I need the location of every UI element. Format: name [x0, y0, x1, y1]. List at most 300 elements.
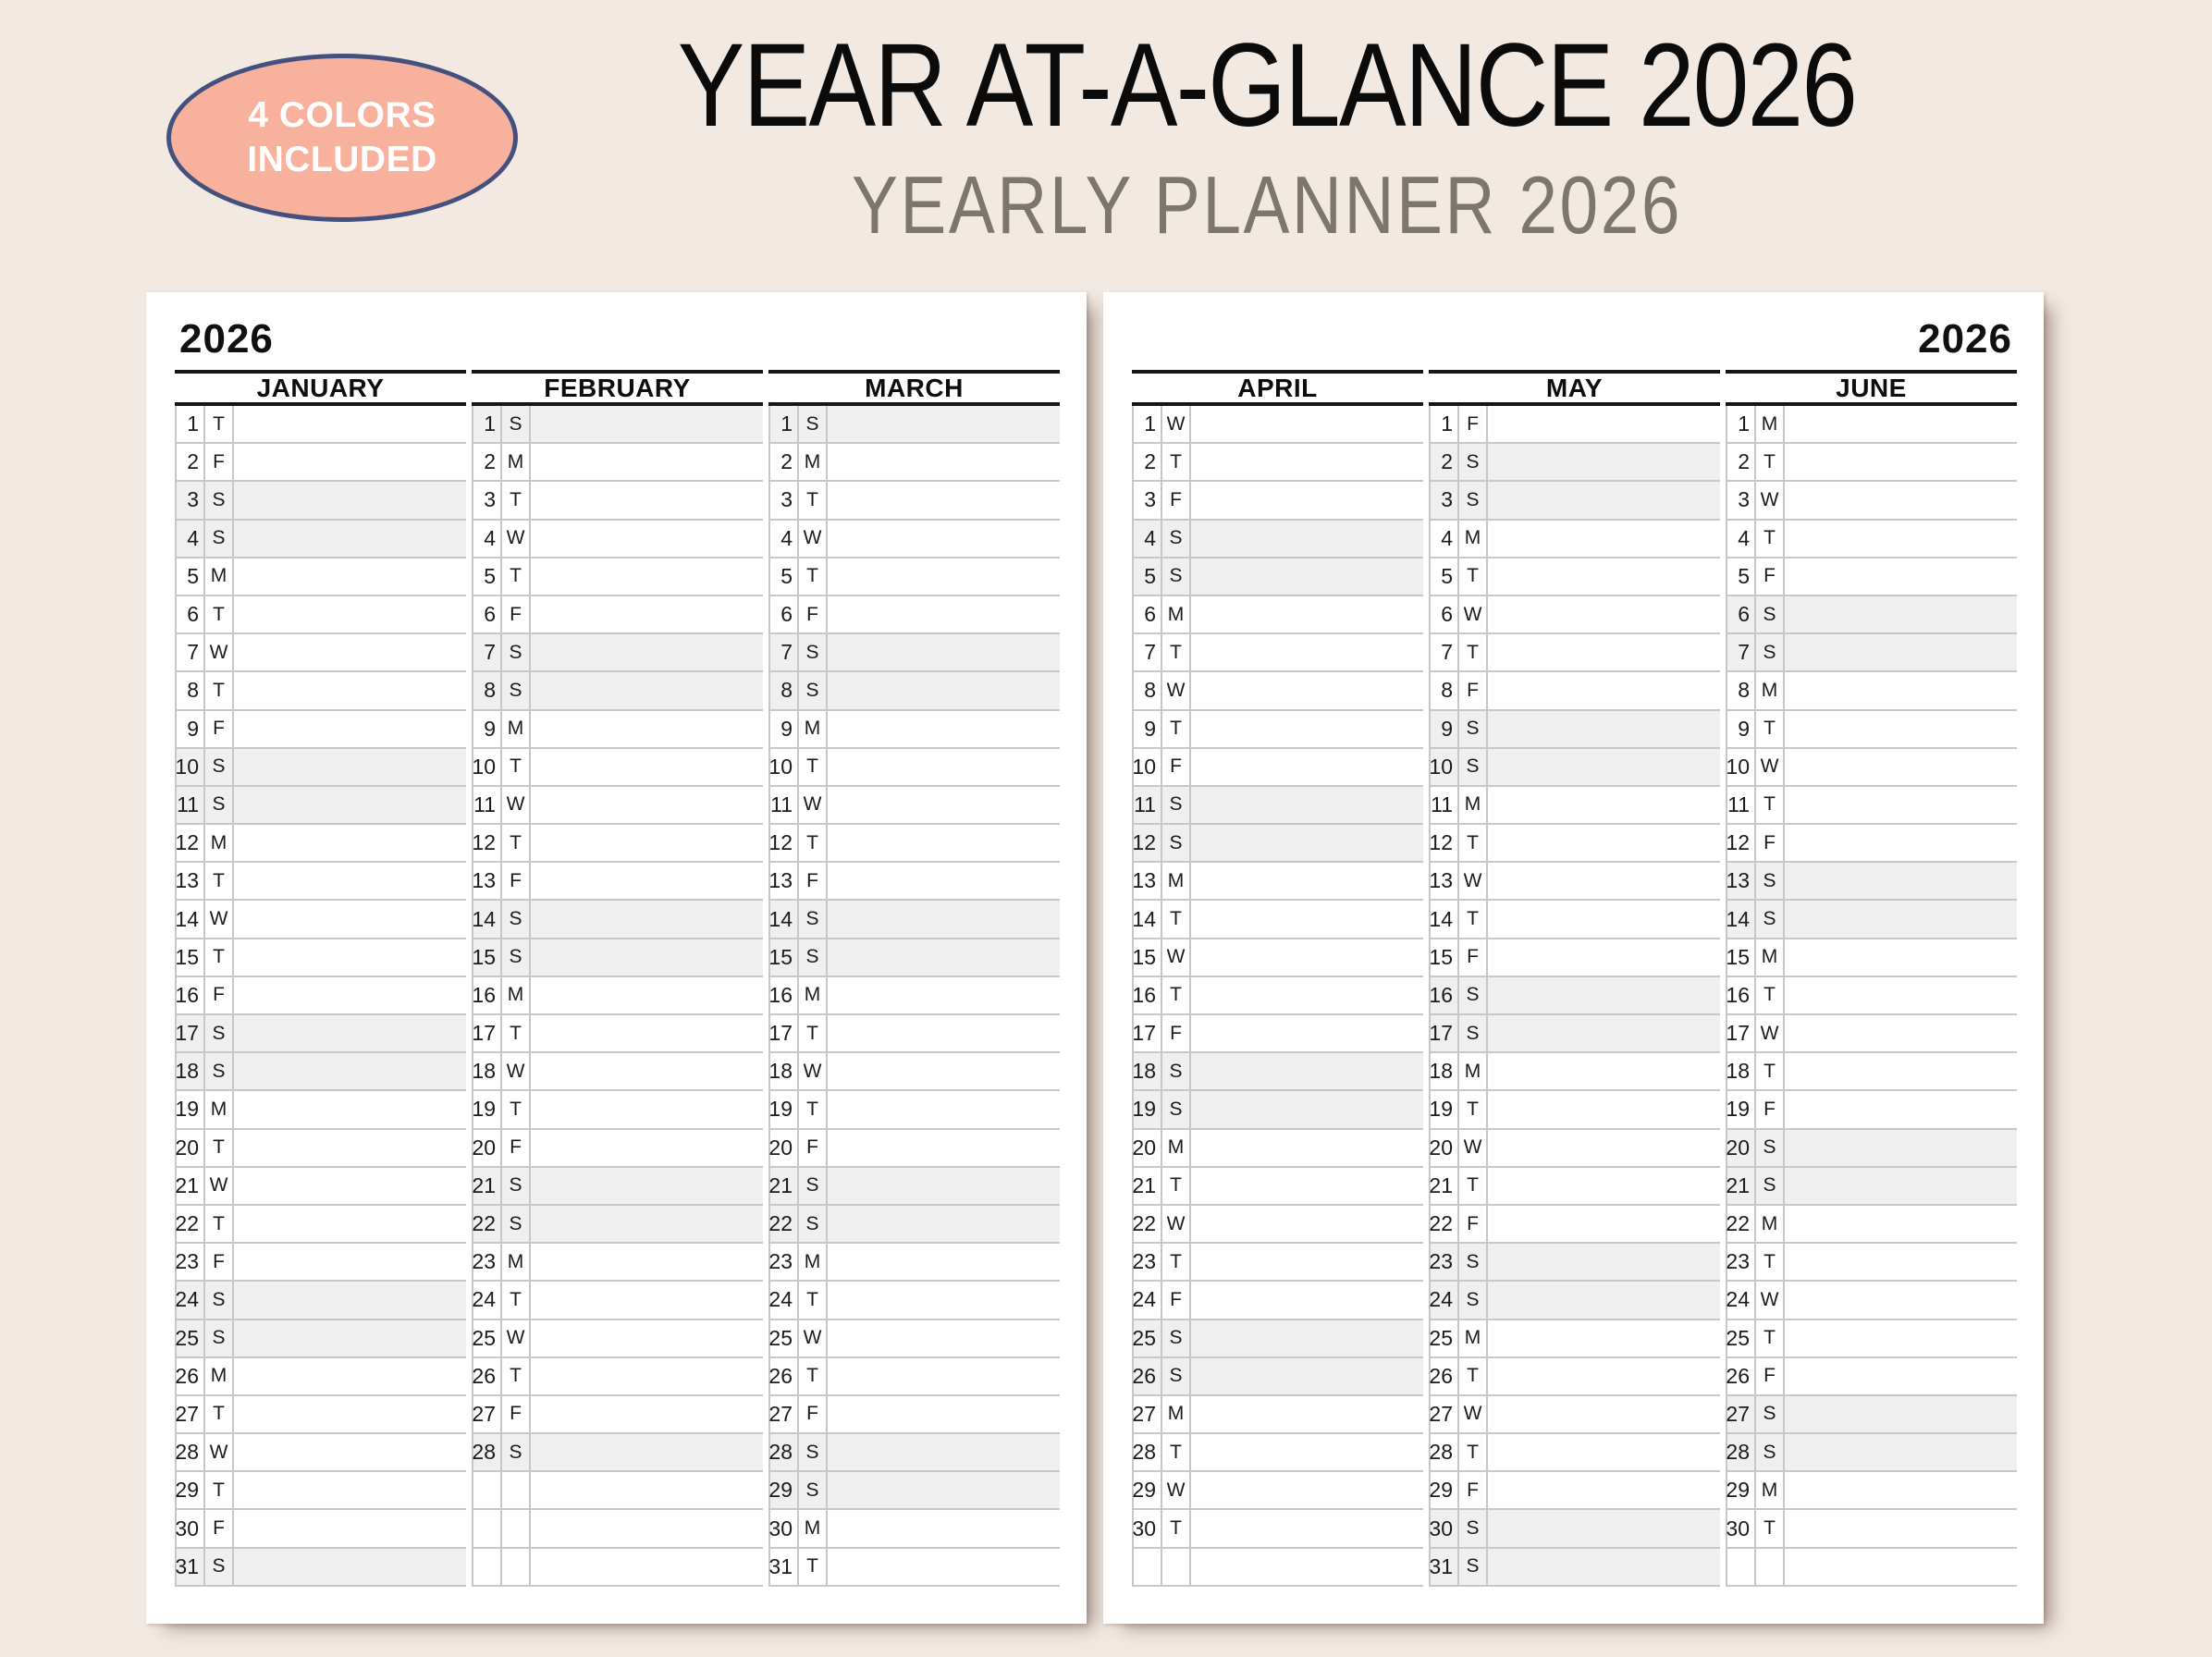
- day-row: [473, 1206, 763, 1244]
- day-row: [473, 1244, 763, 1282]
- day-row: [1134, 444, 1423, 482]
- notes-cell: [1191, 825, 1423, 861]
- weekday-letter-cell: T: [205, 939, 234, 976]
- weekday-letter-cell: W: [1162, 672, 1191, 708]
- weekday-letter-cell: T: [1756, 444, 1785, 480]
- day-number-cell: 25: [177, 1320, 205, 1356]
- day-number-cell: 22: [1431, 1206, 1459, 1242]
- day-number-cell: 22: [770, 1206, 799, 1242]
- day-number-cell: 1: [1727, 406, 1756, 442]
- weekday-letter-cell: W: [205, 901, 234, 937]
- notes-cell: [1488, 1549, 1720, 1585]
- day-number-cell: 4: [473, 521, 502, 557]
- day-number-cell: 7: [1431, 634, 1459, 670]
- weekday-letter-cell: W: [1459, 596, 1488, 632]
- day-number-cell: 16: [177, 977, 205, 1013]
- day-row: [1134, 1434, 1423, 1472]
- day-number-cell: 2: [770, 444, 799, 480]
- day-row: [1727, 634, 2017, 672]
- day-row: [1727, 977, 2017, 1015]
- day-number-cell: 6: [1431, 596, 1459, 632]
- notes-cell: [1191, 1015, 1423, 1051]
- weekday-letter-cell: S: [1459, 711, 1488, 747]
- day-number-cell: [1727, 1549, 1756, 1585]
- weekday-letter-cell: S: [1459, 1549, 1488, 1585]
- day-row: [177, 1434, 466, 1472]
- day-number-cell: 27: [1431, 1396, 1459, 1432]
- notes-cell: [1785, 1358, 2017, 1394]
- notes-cell: [1488, 1206, 1720, 1242]
- planner-page-apr-jun: [1103, 292, 2044, 1624]
- notes-cell: [828, 825, 1060, 861]
- day-row: [1134, 1168, 1423, 1206]
- day-row: [1431, 1472, 1720, 1510]
- weekday-letter-cell: S: [1162, 1091, 1191, 1127]
- notes-cell: [531, 1282, 763, 1318]
- day-row: [473, 1396, 763, 1434]
- weekday-letter-cell: W: [1162, 1206, 1191, 1242]
- day-number-cell: 13: [1134, 863, 1162, 899]
- notes-cell: [828, 1472, 1060, 1508]
- day-number-cell: 10: [1727, 749, 1756, 785]
- notes-cell: [1191, 749, 1423, 785]
- notes-cell: [1191, 406, 1423, 442]
- notes-cell: [531, 901, 763, 937]
- day-number-cell: 27: [1134, 1396, 1162, 1432]
- day-row: [177, 1130, 466, 1168]
- day-row: [1431, 977, 1720, 1015]
- day-number-cell: 7: [473, 634, 502, 670]
- day-row: [473, 482, 763, 520]
- weekday-letter-cell: T: [1162, 634, 1191, 670]
- month-column-march: [768, 370, 1060, 1587]
- day-number-cell: 30: [177, 1510, 205, 1546]
- notes-cell: [234, 1472, 466, 1508]
- weekday-letter-cell: S: [799, 1168, 828, 1204]
- day-number-cell: 27: [177, 1396, 205, 1432]
- day-number-cell: 12: [770, 825, 799, 861]
- notes-cell: [531, 596, 763, 632]
- notes-cell: [1191, 977, 1423, 1013]
- weekday-letter-cell: M: [1459, 1320, 1488, 1356]
- weekday-letter-cell: S: [502, 634, 531, 670]
- weekday-letter-cell: W: [1756, 1015, 1785, 1051]
- weekday-letter-cell: W: [1756, 749, 1785, 785]
- weekday-letter-cell: W: [205, 1434, 234, 1470]
- day-row: [1134, 672, 1423, 710]
- day-row: [177, 1053, 466, 1091]
- day-number-cell: 20: [770, 1130, 799, 1166]
- notes-cell: [1785, 1282, 2017, 1318]
- day-row: [1727, 1396, 2017, 1434]
- notes-cell: [1785, 749, 2017, 785]
- weekday-letter-cell: M: [1162, 596, 1191, 632]
- weekday-letter-cell: S: [1756, 901, 1785, 937]
- day-row: [1431, 1282, 1720, 1319]
- day-number-cell: 17: [1134, 1015, 1162, 1051]
- weekday-letter-cell: S: [1162, 1358, 1191, 1394]
- weekday-letter-cell: F: [799, 1130, 828, 1166]
- weekday-letter-cell: F: [799, 596, 828, 632]
- day-row: [1134, 1282, 1423, 1319]
- weekday-letter-cell: T: [1459, 1358, 1488, 1394]
- notes-cell: [828, 939, 1060, 976]
- day-number-cell: 12: [473, 825, 502, 861]
- weekday-letter-cell: T: [205, 863, 234, 899]
- weekday-letter-cell: S: [1756, 1434, 1785, 1470]
- notes-cell: [1785, 1472, 2017, 1508]
- notes-cell: [828, 1206, 1060, 1242]
- month-column-april: [1132, 370, 1423, 1587]
- weekday-letter-cell: M: [799, 444, 828, 480]
- day-number-cell: 19: [473, 1091, 502, 1127]
- day-number-cell: 19: [1727, 1091, 1756, 1127]
- day-row: [1727, 1244, 2017, 1282]
- weekday-letter-cell: M: [1459, 521, 1488, 557]
- empty-day-row: [1134, 1549, 1423, 1587]
- day-row: [1431, 482, 1720, 520]
- day-number-cell: 12: [1431, 825, 1459, 861]
- notes-cell: [234, 977, 466, 1013]
- notes-cell: [531, 1015, 763, 1051]
- day-row: [1431, 711, 1720, 749]
- day-row: [770, 863, 1060, 901]
- notes-cell: [1191, 1549, 1423, 1585]
- day-row: [177, 863, 466, 901]
- day-row: [1727, 672, 2017, 710]
- day-number-cell: 9: [473, 711, 502, 747]
- weekday-letter-cell: T: [502, 558, 531, 595]
- notes-cell: [1785, 1549, 2017, 1585]
- notes-cell: [1785, 634, 2017, 670]
- weekday-letter-cell: F: [1459, 939, 1488, 976]
- notes-cell: [531, 406, 763, 442]
- weekday-letter-cell: T: [1459, 825, 1488, 861]
- weekday-letter-cell: M: [502, 977, 531, 1013]
- notes-cell: [531, 749, 763, 785]
- day-number-cell: 31: [177, 1549, 205, 1585]
- day-number-cell: 10: [177, 749, 205, 785]
- weekday-letter-cell: S: [205, 749, 234, 785]
- day-number-cell: 15: [770, 939, 799, 976]
- day-row: [1431, 558, 1720, 596]
- day-row: [770, 1206, 1060, 1244]
- day-row: [1727, 787, 2017, 825]
- month-rows: [1132, 406, 1423, 1587]
- day-row: [1134, 1206, 1423, 1244]
- weekday-letter-cell: S: [502, 406, 531, 442]
- weekday-letter-cell: M: [1162, 1130, 1191, 1166]
- notes-cell: [1488, 1282, 1720, 1318]
- weekday-letter-cell: F: [205, 1244, 234, 1280]
- day-number-cell: 26: [1727, 1358, 1756, 1394]
- day-number-cell: 10: [770, 749, 799, 785]
- day-number-cell: 9: [770, 711, 799, 747]
- day-row: [1431, 1358, 1720, 1396]
- weekday-letter-cell: T: [1162, 977, 1191, 1013]
- weekday-letter-cell: M: [502, 444, 531, 480]
- day-row: [1134, 1130, 1423, 1168]
- day-number-cell: 11: [1727, 787, 1756, 823]
- day-row: [1727, 558, 2017, 596]
- notes-cell: [1488, 1510, 1720, 1546]
- day-row: [473, 1168, 763, 1206]
- day-row: [770, 1091, 1060, 1129]
- day-row: [177, 939, 466, 977]
- notes-cell: [1488, 1320, 1720, 1356]
- notes-cell: [531, 977, 763, 1013]
- weekday-letter-cell: S: [1459, 1282, 1488, 1318]
- weekday-letter-cell: S: [502, 901, 531, 937]
- notes-cell: [828, 521, 1060, 557]
- day-number-cell: 3: [1134, 482, 1162, 518]
- day-row: [473, 1282, 763, 1319]
- weekday-letter-cell: T: [502, 1358, 531, 1394]
- notes-cell: [1785, 406, 2017, 442]
- notes-cell: [1785, 482, 2017, 518]
- weekday-letter-cell: S: [1459, 482, 1488, 518]
- notes-cell: [1488, 939, 1720, 976]
- day-number-cell: 17: [770, 1015, 799, 1051]
- day-row: [1134, 558, 1423, 596]
- day-number-cell: 6: [770, 596, 799, 632]
- notes-cell: [1488, 825, 1720, 861]
- weekday-letter-cell: S: [1162, 1320, 1191, 1356]
- day-number-cell: 14: [177, 901, 205, 937]
- notes-cell: [234, 1549, 466, 1585]
- day-row: [177, 1472, 466, 1510]
- day-row: [473, 1053, 763, 1091]
- notes-cell: [1191, 1358, 1423, 1394]
- day-row: [770, 521, 1060, 558]
- notes-cell: [828, 901, 1060, 937]
- day-number-cell: 7: [1727, 634, 1756, 670]
- day-number-cell: 22: [473, 1206, 502, 1242]
- day-number-cell: [473, 1549, 502, 1585]
- day-row: [177, 1091, 466, 1129]
- notes-cell: [234, 1168, 466, 1204]
- day-row: [177, 558, 466, 596]
- day-number-cell: 8: [1727, 672, 1756, 708]
- day-number-cell: 8: [177, 672, 205, 708]
- notes-cell: [531, 863, 763, 899]
- day-row: [770, 1510, 1060, 1548]
- weekday-letter-cell: T: [1162, 1244, 1191, 1280]
- day-row: [1431, 1206, 1720, 1244]
- day-row: [473, 901, 763, 939]
- weekday-letter-cell: M: [1756, 1472, 1785, 1508]
- day-number-cell: 16: [1727, 977, 1756, 1013]
- day-number-cell: 21: [1134, 1168, 1162, 1204]
- day-number-cell: 2: [1134, 444, 1162, 480]
- notes-cell: [1191, 521, 1423, 557]
- weekday-letter-cell: T: [502, 1282, 531, 1318]
- day-number-cell: 13: [1431, 863, 1459, 899]
- weekday-letter-cell: S: [1756, 634, 1785, 670]
- weekday-letter-cell: W: [205, 1168, 234, 1204]
- day-row: [1134, 482, 1423, 520]
- day-number-cell: 31: [1431, 1549, 1459, 1585]
- day-number-cell: 4: [1431, 521, 1459, 557]
- notes-cell: [234, 1434, 466, 1470]
- notes-cell: [1191, 1130, 1423, 1166]
- day-number-cell: 10: [1431, 749, 1459, 785]
- day-number-cell: 17: [1431, 1015, 1459, 1051]
- day-number-cell: [473, 1510, 502, 1546]
- notes-cell: [234, 1320, 466, 1356]
- day-number-cell: 26: [1431, 1358, 1459, 1394]
- day-number-cell: 20: [1727, 1130, 1756, 1166]
- notes-cell: [1488, 1434, 1720, 1470]
- day-number-cell: 7: [770, 634, 799, 670]
- weekday-letter-cell: F: [1162, 482, 1191, 518]
- day-row: [770, 1130, 1060, 1168]
- weekday-letter-cell: T: [1459, 1091, 1488, 1127]
- notes-cell: [1785, 596, 2017, 632]
- day-row: [770, 672, 1060, 710]
- day-row: [1727, 711, 2017, 749]
- weekday-letter-cell: M: [799, 711, 828, 747]
- notes-cell: [1488, 901, 1720, 937]
- notes-cell: [1191, 1510, 1423, 1546]
- day-row: [473, 711, 763, 749]
- notes-cell: [1488, 749, 1720, 785]
- notes-cell: [234, 1396, 466, 1432]
- weekday-letter-cell: F: [799, 1396, 828, 1432]
- day-row: [770, 901, 1060, 939]
- day-row: [1134, 1244, 1423, 1282]
- day-number-cell: 14: [473, 901, 502, 937]
- day-row: [1431, 1549, 1720, 1587]
- notes-cell: [234, 1282, 466, 1318]
- notes-cell: [234, 596, 466, 632]
- notes-cell: [234, 825, 466, 861]
- weekday-letter-cell: [1162, 1549, 1191, 1585]
- notes-cell: [828, 1130, 1060, 1166]
- day-number-cell: 16: [1431, 977, 1459, 1013]
- day-row: [177, 1168, 466, 1206]
- notes-cell: [1488, 1358, 1720, 1394]
- notes-cell: [1191, 901, 1423, 937]
- weekday-letter-cell: S: [799, 1434, 828, 1470]
- weekday-letter-cell: F: [1756, 1091, 1785, 1127]
- notes-cell: [1785, 863, 2017, 899]
- day-number-cell: 4: [770, 521, 799, 557]
- notes-cell: [1191, 787, 1423, 823]
- day-row: [1431, 634, 1720, 672]
- day-row: [1134, 1015, 1423, 1053]
- day-row: [1431, 521, 1720, 558]
- day-number-cell: 24: [770, 1282, 799, 1318]
- day-number-cell: 13: [177, 863, 205, 899]
- day-number-cell: 12: [1134, 825, 1162, 861]
- notes-cell: [531, 1320, 763, 1356]
- badge-line-1: 4 COLORS: [248, 95, 436, 136]
- weekday-letter-cell: T: [1162, 711, 1191, 747]
- weekday-letter-cell: W: [1459, 1396, 1488, 1432]
- notes-cell: [828, 672, 1060, 708]
- month-rows: [472, 406, 763, 1587]
- notes-cell: [1191, 1434, 1423, 1470]
- day-row: [473, 558, 763, 596]
- month-header: MARCH: [768, 370, 1060, 406]
- notes-cell: [1488, 482, 1720, 518]
- weekday-letter-cell: T: [799, 1091, 828, 1127]
- notes-cell: [234, 1244, 466, 1280]
- day-number-cell: 28: [1134, 1434, 1162, 1470]
- day-row: [1431, 1510, 1720, 1548]
- day-row: [1431, 1168, 1720, 1206]
- day-number-cell: 26: [770, 1358, 799, 1394]
- weekday-letter-cell: S: [205, 1549, 234, 1585]
- day-row: [473, 825, 763, 863]
- day-number-cell: 21: [770, 1168, 799, 1204]
- notes-cell: [1191, 672, 1423, 708]
- day-number-cell: 8: [473, 672, 502, 708]
- day-row: [473, 787, 763, 825]
- notes-cell: [234, 1091, 466, 1127]
- weekday-letter-cell: T: [1459, 901, 1488, 937]
- day-row: [473, 1091, 763, 1129]
- notes-cell: [1785, 787, 2017, 823]
- weekday-letter-cell: T: [799, 558, 828, 595]
- weekday-letter-cell: T: [1162, 1434, 1191, 1470]
- day-row: [177, 1510, 466, 1548]
- day-number-cell: 5: [177, 558, 205, 595]
- day-number-cell: 14: [1134, 901, 1162, 937]
- notes-cell: [828, 863, 1060, 899]
- day-row: [770, 825, 1060, 863]
- notes-cell: [1785, 901, 2017, 937]
- weekday-letter-cell: M: [205, 825, 234, 861]
- notes-cell: [1785, 1015, 2017, 1051]
- weekday-letter-cell: S: [1162, 825, 1191, 861]
- day-number-cell: 3: [1431, 482, 1459, 518]
- day-row: [770, 1168, 1060, 1206]
- day-number-cell: 21: [1431, 1168, 1459, 1204]
- day-row: [770, 406, 1060, 444]
- day-number-cell: 2: [177, 444, 205, 480]
- notes-cell: [828, 1320, 1060, 1356]
- day-number-cell: 4: [1727, 521, 1756, 557]
- day-row: [473, 444, 763, 482]
- day-number-cell: 27: [473, 1396, 502, 1432]
- weekday-letter-cell: F: [205, 977, 234, 1013]
- day-row: [177, 787, 466, 825]
- day-number-cell: 28: [1431, 1434, 1459, 1470]
- day-row: [1134, 711, 1423, 749]
- notes-cell: [1191, 1396, 1423, 1432]
- day-row: [473, 939, 763, 977]
- day-row: [770, 711, 1060, 749]
- month-header: FEBRUARY: [472, 370, 763, 406]
- day-row: [473, 749, 763, 787]
- day-row: [1134, 977, 1423, 1015]
- day-number-cell: 17: [1727, 1015, 1756, 1051]
- day-row: [1431, 1130, 1720, 1168]
- day-number-cell: 15: [1134, 939, 1162, 976]
- day-row: [770, 1472, 1060, 1510]
- weekday-letter-cell: W: [502, 787, 531, 823]
- day-row: [177, 444, 466, 482]
- day-number-cell: 16: [1134, 977, 1162, 1013]
- notes-cell: [828, 482, 1060, 518]
- day-number-cell: 2: [1431, 444, 1459, 480]
- day-row: [770, 558, 1060, 596]
- day-number-cell: 23: [177, 1244, 205, 1280]
- day-row: [1134, 787, 1423, 825]
- weekday-letter-cell: F: [502, 1130, 531, 1166]
